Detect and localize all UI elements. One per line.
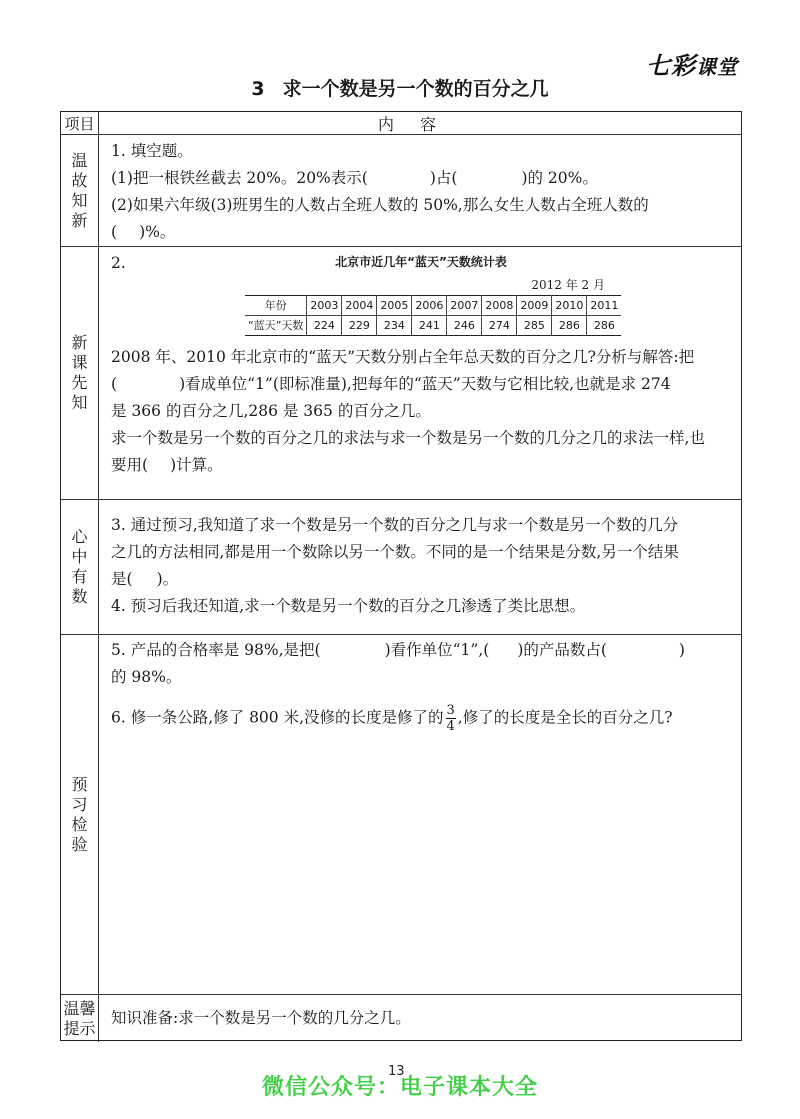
days-cell: 286 — [587, 316, 622, 336]
question-1-2-blank: ( )%。 — [111, 223, 176, 241]
question-4: 4. 预习后我还知道,求一个数是另一个数的百分之几渗透了类比思想。 — [111, 597, 586, 615]
days-cell: 274 — [482, 316, 517, 336]
page-title — [0, 74, 800, 101]
question-2-number: 2. — [111, 254, 126, 272]
table-row-days — [245, 316, 621, 336]
section-label-preview: 新课先知 — [71, 333, 88, 412]
chart-title: 北京市近几年“蓝天”天数统计表 — [335, 255, 507, 269]
question-6: 6. 修一条公路,修了 800 米,没修的长度是修了的 $\frac{3}{4}$ ,修了的长度是全长的百分之几? — [111, 703, 673, 734]
year-cell: 2006 — [412, 296, 447, 316]
section-review — [61, 135, 741, 247]
lesson-title: 求一个数是另一个数的百分之几 — [282, 78, 549, 100]
section-label-review: 温故知新 — [71, 150, 88, 230]
blue-sky-table — [245, 295, 621, 336]
section-tip — [61, 995, 741, 1042]
year-cell: 2005 — [377, 296, 412, 316]
row-header-year: 年份 — [264, 299, 287, 312]
worksheet-table — [60, 111, 742, 1041]
days-cell: 246 — [447, 316, 482, 336]
chart-date: 2012 年 2 月 — [531, 278, 605, 292]
year-cell: 2011 — [587, 296, 622, 316]
header-row — [61, 112, 741, 135]
preview-paragraph-1: 2008 年、2010 年北京市的“蓝天”天数分别占全年总天数的百分之几?分析与解答:把 ( )看成单位“1”(即标准量),把每年的“蓝天”天数与它相比较,也就是求 274 是 366 的百分之几,286 是 365 的百分之几。 — [111, 348, 695, 420]
question-3: 3. 通过预习,我知道了求一个数是另一个数的百分之几与求一个数是另一个数的几分 之几的方法相同,都是用一个数除以另一个数。不同的是一个结果是分数,另一个结果 是( )。 — [111, 516, 679, 588]
fraction-three-quarters: $\frac{3}{4}$ — [446, 703, 455, 734]
section-label-tip: 温馨提示 — [63, 998, 96, 1038]
page-number: 13 — [388, 1064, 405, 1079]
section-check — [61, 635, 741, 995]
question-1-title: 1. 填空题。 — [111, 142, 193, 160]
year-cell: 2009 — [517, 296, 552, 316]
section-label-check: 预习检验 — [71, 774, 88, 854]
days-cell: 229 — [342, 316, 377, 336]
year-cell: 2010 — [552, 296, 587, 316]
days-cell: 285 — [517, 316, 552, 336]
watermark-text: 微信公众号：电子课本大全 — [261, 1075, 538, 1100]
tip-text: 知识准备:求一个数是另一个数的几分之几。 — [111, 1009, 411, 1027]
days-cell: 286 — [552, 316, 587, 336]
question-1-2: (2)如果六年级(3)班男生的人数占全班人数的 50%,那么女生人数占全班人数的 — [111, 196, 649, 214]
section-label-mind: 心中有数 — [71, 527, 88, 606]
year-cell: 2007 — [447, 296, 482, 316]
brand-logo: 七彩课堂 — [646, 52, 738, 80]
preview-paragraph-2: 求一个数是另一个数的百分之几的求法与求一个数是另一个数的几分之几的求法一样,也 要用( )计算。 — [111, 429, 705, 474]
header-label: 项目 — [64, 114, 95, 133]
row-header-days: “蓝天”天数 — [245, 316, 307, 336]
table-row-years — [245, 296, 621, 316]
days-cell: 241 — [412, 316, 447, 336]
year-cell: 2004 — [342, 296, 377, 316]
year-cell: 2008 — [482, 296, 517, 316]
question-5: 5. 产品的合格率是 98%,是把( )看作单位“1”,( )的产品数占( ) 的 98%。 — [111, 641, 685, 686]
days-cell: 234 — [377, 316, 412, 336]
days-cell: 224 — [307, 316, 342, 336]
section-preview — [61, 247, 741, 500]
lesson-number: 3 — [251, 78, 265, 100]
header-content: 内容 — [377, 114, 462, 134]
section-mind — [61, 500, 741, 635]
year-cell: 2003 — [307, 296, 342, 316]
question-1-1: (1)把一根铁丝截去 20%。20%表示( )占( )的 20%。 — [111, 169, 598, 187]
